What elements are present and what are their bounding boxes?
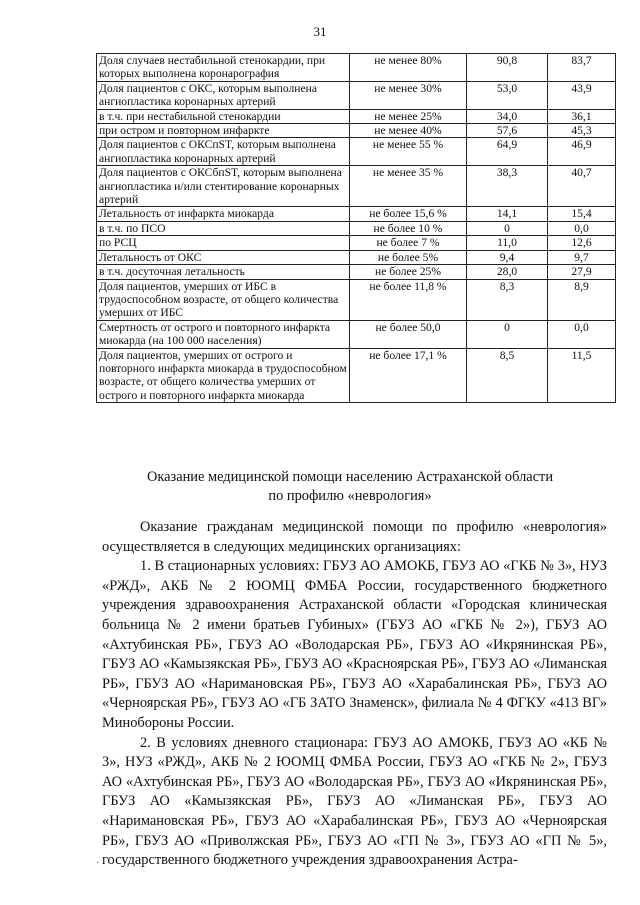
indicators-table: [96, 53, 616, 403]
value2-cell: 0,0: [548, 320, 616, 348]
target-cell: не более 10 %: [350, 221, 467, 235]
value1-cell: 53,0: [467, 81, 548, 109]
table-row: [97, 109, 616, 123]
target-cell: не менее 35 %: [350, 166, 467, 207]
section-title-line2: по профилю «неврология»: [268, 488, 432, 504]
value1-cell: 8,5: [467, 348, 548, 403]
value2-cell: 43,9: [548, 81, 616, 109]
table-row: [97, 221, 616, 235]
value2-cell: 8,9: [548, 279, 616, 320]
target-cell: не более 50,0: [350, 320, 467, 348]
target-cell: не менее 80%: [350, 54, 467, 82]
table-row: [97, 54, 616, 82]
target-cell: не менее 25%: [350, 109, 467, 123]
value2-cell: 0,0: [548, 221, 616, 235]
value2-cell: 45,3: [548, 124, 616, 138]
indicator-cell: Летальность от ОКС: [97, 250, 350, 264]
table-body: [97, 54, 616, 403]
page-number: 31: [313, 24, 327, 39]
value1-cell: 0: [467, 320, 548, 348]
value1-cell: 0: [467, 221, 548, 235]
scan-mark: ·: [96, 858, 100, 869]
value1-cell: 14,1: [467, 207, 548, 221]
table-row: [97, 81, 616, 109]
target-cell: не более 15,6 %: [350, 207, 467, 221]
indicator-cell: Смертность от острого и повторного инфаркта миокарда (на 100 000 населения): [97, 320, 350, 348]
paragraph-inpatient: 1. В стационарных условиях: ГБУЗ АО АМОКБ, ГБУЗ АО «ГКБ № 3», НУЗ «РЖД», АКБ № 2 ЮОМЦ ФМБА России, государственного бюджетного учреждения здравоохранения Астраханской области «Городская клиническая больница № 2 имени братьев Губиных» (ГБУЗ АО «ГКБ № 2»), ГБУЗ АО «Ахтубинская РБ», ГБУЗ АО «Володарская РБ», ГБУЗ АО «Икрянинская РБ», ГБУЗ АО «Камызякская РБ», ГБУЗ АО «Красноярская РБ», ГБУЗ АО «Лиманская РБ», ГБУЗ АО «Наримановская РБ», ГБУЗ АО «Харабалинская РБ», ГБУЗ АО «Черноярская РБ», ГБУЗ АО «ГБ ЗАТО Знаменск», филиала № 4 ФГКУ «413 ВГ» Минобороны России.: [102, 558, 607, 731]
section-title: [90, 468, 610, 506]
indicator-cell: в т.ч. досуточная летальность: [97, 265, 350, 279]
paragraph-day-hospital: 2. В условиях дневного стационара: ГБУЗ АО АМОКБ, ГБУЗ АО «КБ № 3», НУЗ «РЖД», АКБ № 2 ЮОМЦ ФМБА России, ГБУЗ АО «ГКБ № 2», ГБУЗ АО «Ахтубинская РБ», ГБУЗ АО «Володарская РБ», ГБУЗ АО «Икрянинская РБ», ГБУЗ АО «Камызякская РБ», ГБУЗ АО «Лиманская РБ», ГБУЗ АО «Наримановская РБ», ГБУЗ АО «Харабалинская РБ», ГБУЗ АО «Черноярская РБ», ГБУЗ АО «Приволжская РБ», ГБУЗ АО «ГП № 3», ГБУЗ АО «ГП № 5», государственного бюджетного учреждения здравоохранения Астра-: [102, 734, 607, 869]
value1-cell: 9,4: [467, 250, 548, 264]
value1-cell: 57,6: [467, 124, 548, 138]
value1-cell: 8,3: [467, 279, 548, 320]
indicator-cell: Доля случаев нестабильной стенокардии, при которых выполнена коронарография: [97, 54, 350, 82]
target-cell: не менее 55 %: [350, 138, 467, 166]
value2-cell: 11,5: [548, 348, 616, 403]
indicator-cell: при остром и повторном инфаркте: [97, 124, 350, 138]
value1-cell: 28,0: [467, 265, 548, 279]
indicator-cell: Доля пациентов, умерших от острого и повторного инфаркта миокарда в трудоспособном возрасте, от общего количества умерших от острого и повторного инфаркта миокарда: [97, 348, 350, 403]
target-cell: не более 5%: [350, 250, 467, 264]
table-row: [97, 236, 616, 250]
indicator-cell: Летальность от инфаркта миокарда: [97, 207, 350, 221]
table-row: [97, 279, 616, 320]
target-cell: не менее 40%: [350, 124, 467, 138]
indicator-cell: Доля пациентов с ОКС, которым выполнена ангиопластика коронарных артерий: [97, 81, 350, 109]
target-cell: не более 17,1 %: [350, 348, 467, 403]
value1-cell: 11,0: [467, 236, 548, 250]
body-text: [102, 518, 607, 871]
value2-cell: 36,1: [548, 109, 616, 123]
value2-cell: 9,7: [548, 250, 616, 264]
value2-cell: 46,9: [548, 138, 616, 166]
section-title-line1: Оказание медицинской помощи населению Астраханской области: [146, 469, 554, 485]
value1-cell: 90,8: [467, 54, 548, 82]
table-row: [97, 320, 616, 348]
value1-cell: 38,3: [467, 166, 548, 207]
value2-cell: 15,4: [548, 207, 616, 221]
value2-cell: 83,7: [548, 54, 616, 82]
paragraph-intro: Оказание гражданам медицинской помощи по профилю «неврология» осуществляется в следующих медицинских организациях:: [102, 519, 607, 555]
indicator-cell: Доля пациентов, умерших от ИБС в трудоспособном возрасте, от общего количества умерших от ИБС: [97, 279, 350, 320]
table-row: [97, 250, 616, 264]
target-cell: не более 25%: [350, 265, 467, 279]
table-row: [97, 348, 616, 403]
table-row: [97, 138, 616, 166]
value1-cell: 34,0: [467, 109, 548, 123]
value2-cell: 12,6: [548, 236, 616, 250]
target-cell: не более 11,8 %: [350, 279, 467, 320]
value1-cell: 64,9: [467, 138, 548, 166]
indicator-cell: по РСЦ: [97, 236, 350, 250]
target-cell: не более 7 %: [350, 236, 467, 250]
value2-cell: 27,9: [548, 265, 616, 279]
indicator-cell: в т.ч. по ПСО: [97, 221, 350, 235]
table-row: [97, 166, 616, 207]
target-cell: не менее 30%: [350, 81, 467, 109]
table-row: [97, 124, 616, 138]
table-row: [97, 207, 616, 221]
indicator-cell: Доля пациентов с ОКСпST, которым выполнена ангиопластика коронарных артерий: [97, 138, 350, 166]
indicator-cell: в т.ч. при нестабильной стенокардии: [97, 109, 350, 123]
indicator-cell: Доля пациентов с ОКСбпST, которым выполнена ангиопластика и/или стентирование коронарных артерий: [97, 166, 350, 207]
value2-cell: 40,7: [548, 166, 616, 207]
table-row: [97, 265, 616, 279]
